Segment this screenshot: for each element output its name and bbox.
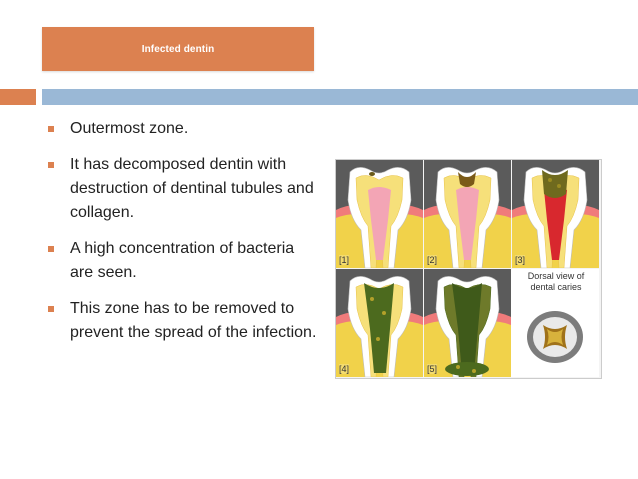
tooth-illustration [336,160,423,268]
bullet-text: A high concentration of bacteria are seen. [70,240,295,281]
bullet-list [48,117,318,357]
bullet-square-icon [48,306,54,312]
bullet-item [48,117,318,141]
caries-stage-panel-1 [336,160,423,268]
bullet-square-icon [48,246,54,252]
panel-label: [5] [427,364,438,374]
tooth-illustration [512,160,599,268]
bullet-item [48,237,318,285]
panel-label: [2] [427,255,438,265]
bullet-square-icon [48,162,54,168]
bullet-text: It has decomposed dentin with destruction of dentinal tubules and collagen. [70,156,314,221]
slide-title: Infected dentin [141,43,215,55]
accent-bar-blue [42,89,638,105]
dorsal-caption-line: dental caries [530,282,582,292]
caries-stage-panel-2 [424,160,511,268]
panel-label: [4] [339,364,350,374]
tooth-illustration [336,269,423,377]
dorsal-view-panel [511,269,599,377]
panel-label: [3] [515,255,526,265]
bullet-text: Outermost zone. [70,120,189,137]
caries-stages-figure [335,159,602,379]
tooth-illustration [424,269,511,377]
dorsal-caption-line: Dorsal view of [527,271,585,281]
tooth-illustration [424,160,511,268]
caries-stage-panel-3 [512,160,599,268]
panel-label: [1] [339,255,350,265]
molar-top-view-illustration [523,305,587,369]
bullet-text: This zone has to be removed to prevent the spread of the infection. [70,300,317,341]
accent-bar-orange [0,89,36,105]
bullet-square-icon [48,126,54,132]
caries-stage-panel-4 [336,269,423,377]
dorsal-caption [515,271,597,293]
caries-stage-panel-5 [424,269,511,377]
bullet-item [48,297,318,345]
bullet-item [48,153,318,225]
slide-title-box [42,27,314,71]
